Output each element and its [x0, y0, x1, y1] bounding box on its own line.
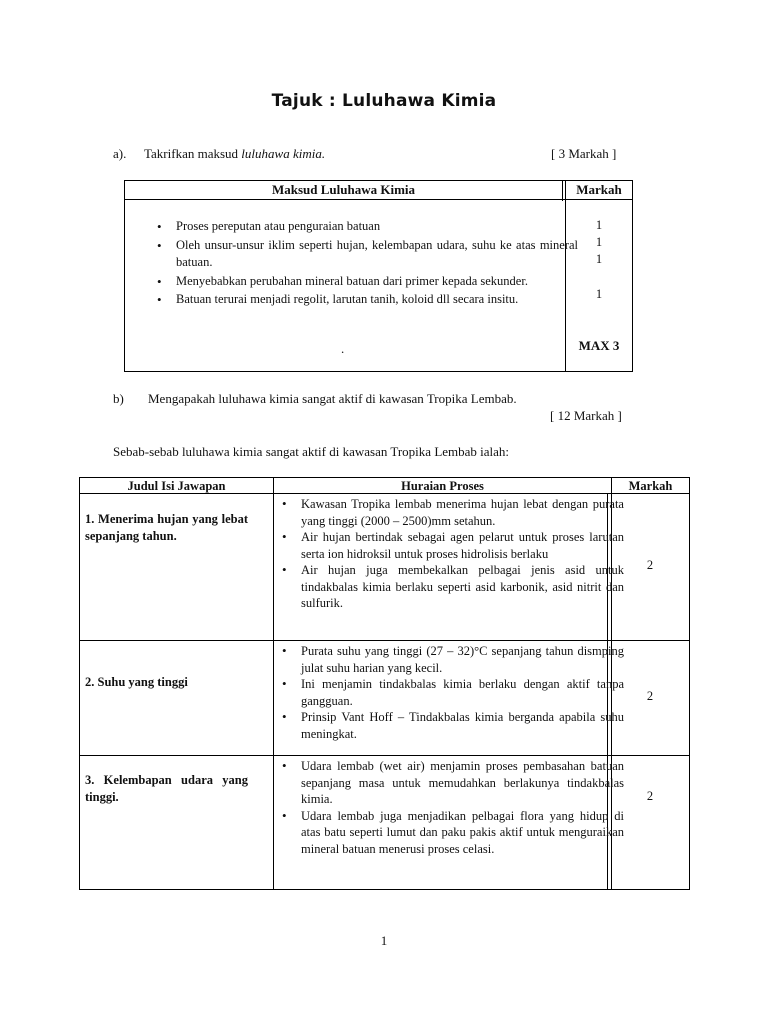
question-a-italic: luluhawa kimia. [241, 146, 326, 161]
question-a-plain: Takrifkan maksud [144, 146, 242, 161]
reason-points [281, 643, 624, 742]
definition-mark: 1 [595, 287, 603, 301]
reason-title: 3. Kelembapan udara yang tinggi. [85, 773, 248, 804]
page-number: 1 [380, 933, 388, 948]
definition-mark: 1 [595, 252, 603, 266]
question-b-text: Mengapakah luluhawa kimia sangat aktif di kawasan Tropika Lembab. [148, 391, 517, 406]
reason-point: • Kawasan Tropika lembab menerima hujan lebat dengan purata yang tinggi (2000 – 2500)mm setahun. [301, 496, 624, 529]
reason-title: 1. Menerima hujan yang lebat sepanjang tahun. [85, 512, 248, 543]
question-a-text [144, 146, 325, 162]
definition-list [156, 218, 578, 310]
reason-point: • Air hujan bertindak sebagai agen pelarut untuk proses larutan serta ion hidroksil untuk proses hidrolisis berlaku [301, 529, 624, 562]
reason-point: • Prinsip Vant Hoff – Tindakbalas kimia berganda apabila suhu meningkat. [301, 709, 624, 742]
question-b-marks: [ 12 Markah ] [550, 408, 622, 423]
reason-title: 2. Suhu yang tinggi [85, 675, 188, 689]
reason-mark: 2 [646, 789, 654, 803]
reason-mark: 2 [646, 689, 654, 703]
reason-points [281, 496, 624, 612]
reason-mark: 2 [646, 558, 654, 572]
reasons-header-title: Judul Isi Jawapan [127, 479, 226, 493]
reasons-row-divider [80, 755, 689, 756]
definition-mark: 1 [595, 218, 603, 232]
definition-max: MAX 3 [578, 338, 620, 353]
definition-item: • Oleh unsur-unsur iklim seperti hujan, kelembapan udara, suhu ke atas mineral batuan. [176, 237, 578, 272]
question-a-marks: [ 3 Markah ] [551, 146, 617, 161]
reasons-header-process: Huraian Proses [401, 479, 484, 493]
reason-points [281, 758, 624, 857]
definition-table-header [125, 181, 632, 200]
reason-point: • Udara lembab (wet air) menjamin proses pembasahan batuan sepanjang masa untuk memudahkan berlakunya tindakbalas kimia. [301, 758, 624, 808]
definition-table [124, 180, 633, 372]
definition-item: • Batuan terurai menjadi regolit, larutan tanih, koloid dll secara insitu. [176, 291, 578, 309]
definition-dot: . [341, 341, 345, 356]
answer-intro: Sebab-sebab luluhawa kimia sangat aktif di kawasan Tropika Lembab ialah: [113, 444, 510, 459]
reason-point: • Air hujan juga membekalkan pelbagai jenis asid untuk tindakbalas kimia berlaku seperti asid karbonik, asid nitrit dan sulfurik. [301, 562, 624, 612]
reasons-col-divider [273, 478, 274, 889]
question-a-label: a). [113, 146, 127, 161]
reasons-header-marks: Markah [628, 479, 673, 493]
definition-col-divider-inner [562, 181, 563, 201]
definition-header-desc: Maksud Luluhawa Kimia [271, 182, 416, 197]
page-title: Tajuk : Luluhawa Kimia [271, 91, 497, 111]
reasons-table [79, 477, 690, 890]
definition-item: • Proses pereputan atau penguraian batuan [176, 218, 578, 236]
question-b-label: b) [113, 391, 124, 406]
reasons-row-divider [80, 640, 689, 641]
definition-mark: 1 [595, 235, 603, 249]
reason-point: • Purata suhu yang tinggi (27 – 32)°C sepanjang tahun dismping julat suhu harian yang kecil. [301, 643, 624, 676]
definition-item: • Menyebabkan perubahan mineral batuan dari primer kepada sekunder. [176, 273, 578, 291]
definition-header-marks: Markah [576, 182, 622, 197]
reason-point: • Udara lembab juga menjadikan pelbagai flora yang hidup di atas batu seperti lumut dan paku pakis aktif untuk menguraikan mineral batuan menerusi proses celasi. [301, 808, 624, 858]
reason-point: • Ini menjamin tindakbalas kimia berlaku dengan aktif tanpa gangguan. [301, 676, 624, 709]
